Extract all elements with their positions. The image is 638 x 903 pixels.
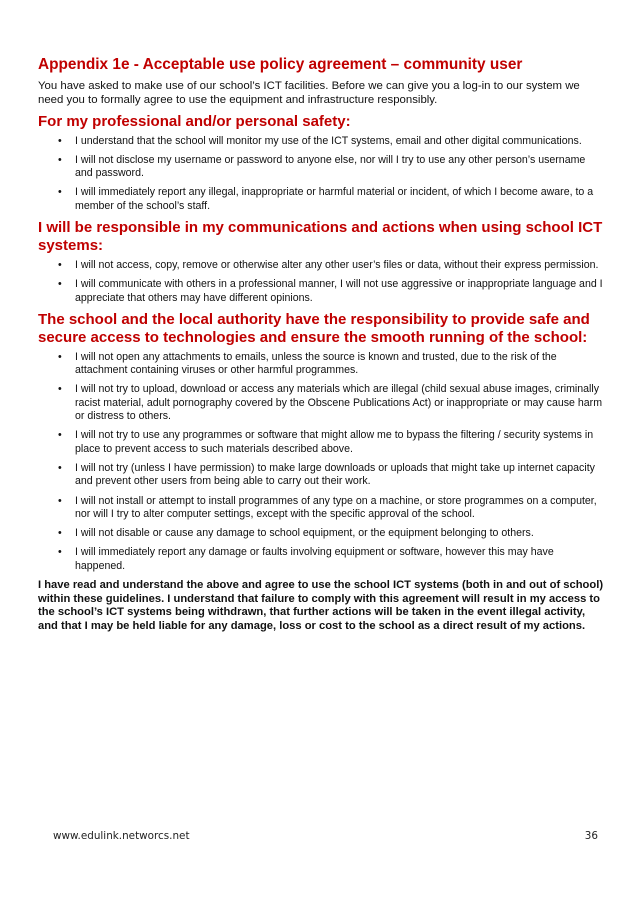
intro-paragraph: You have asked to make use of our school’s ICT facilities. Before we can give you a log-in to our system we need you to formally agree to use the equipment and infrastructure responsibly. [38, 80, 580, 106]
list-item: • I will not try (unless I have permission) to make large downloads or uploads that might take up internet capacity and prevent other users from being able to carry out their work. [58, 461, 595, 488]
section-heading-responsibility: The school and the local authority have the responsibility to provide safe and secure access to technologies and ensure the smooth running of the school: [38, 310, 590, 347]
bullet-icon: • [58, 383, 62, 396]
list-item: • I will not access, copy, remove or otherwise alter any other user’s files or data, without their express permission. [58, 258, 599, 271]
communications-list [38, 259, 604, 305]
document-page [38, 56, 604, 633]
bullet-icon: • [58, 494, 62, 507]
bullet-icon: • [58, 153, 62, 166]
list-item: • I will not disclose my username or password to anyone else, nor will I try to use any other person’s username and password. [58, 153, 586, 180]
agreement-statement: I have read and understand the above and agree to use the school ICT systems (both in and out of school) within these guidelines. I understand that failure to comply with this agreement will result in my access to the school’s ICT systems being withdrawn, that further actions will be taken in the event illegal activity, and that I may be held liable for any damage, loss or cost to the school as a direct result of my actions. [38, 579, 604, 632]
list-item: • I will not open any attachments to emails, unless the source is known and trusted, due to the risk of the attachment containing viruses or other harmful programmes. [58, 350, 557, 377]
list-item: • I understand that the school will monitor my use of the ICT systems, email and other digital communications. [58, 134, 582, 147]
bullet-icon: • [58, 461, 62, 474]
bullet-icon: • [58, 258, 62, 271]
document-title: Appendix 1e - Acceptable use policy agreement – community user [38, 56, 523, 73]
list-item: • I will immediately report any damage or faults involving equipment or software, however this may have happened. [58, 546, 554, 572]
page-number: 36 [584, 830, 598, 842]
responsibility-list [38, 351, 604, 573]
bullet-icon: • [58, 527, 62, 540]
list-item: • I will not try to use any programmes or software that might allow me to bypass the filtering / security systems in place to prevent access to such materials described above. [58, 429, 594, 455]
section-heading-communications: I will be responsible in my communications and actions when using school ICT systems: [38, 218, 603, 255]
bullet-icon: • [58, 186, 62, 199]
bullet-icon: • [58, 546, 62, 559]
bullet-icon: • [58, 429, 62, 442]
footer-url: www.edulink.networcs.net [53, 830, 190, 842]
list-item: • I will not install or attempt to install programmes of any type on a machine, or store programmes on a computer, nor will I try to alter computer settings, except with the specific approval of the school. [58, 494, 597, 520]
list-item: • I will not disable or cause any damage to school equipment, or the equipment belonging to others. [58, 527, 534, 540]
safety-list [38, 135, 604, 213]
list-item: • I will not try to upload, download or access any materials which are illegal (child sexual abuse images, criminally racist material, adult pornography covered by the Obscene Publications Act) or inappropriate or may cause harm or distress to others. [58, 383, 603, 423]
bullet-icon: • [58, 134, 62, 147]
list-item: • I will immediately report any illegal, inappropriate or harmful material or incident, of which I become aware, to a member of the school’s staff. [58, 186, 594, 212]
list-item: • I will communicate with others in a professional manner, I will not use aggressive or inappropriate language and I appreciate that others may have different opinions. [58, 278, 603, 304]
section-heading-safety: For my professional and/or personal safety: [38, 113, 351, 130]
bullet-icon: • [58, 278, 62, 291]
bullet-icon: • [58, 350, 62, 363]
